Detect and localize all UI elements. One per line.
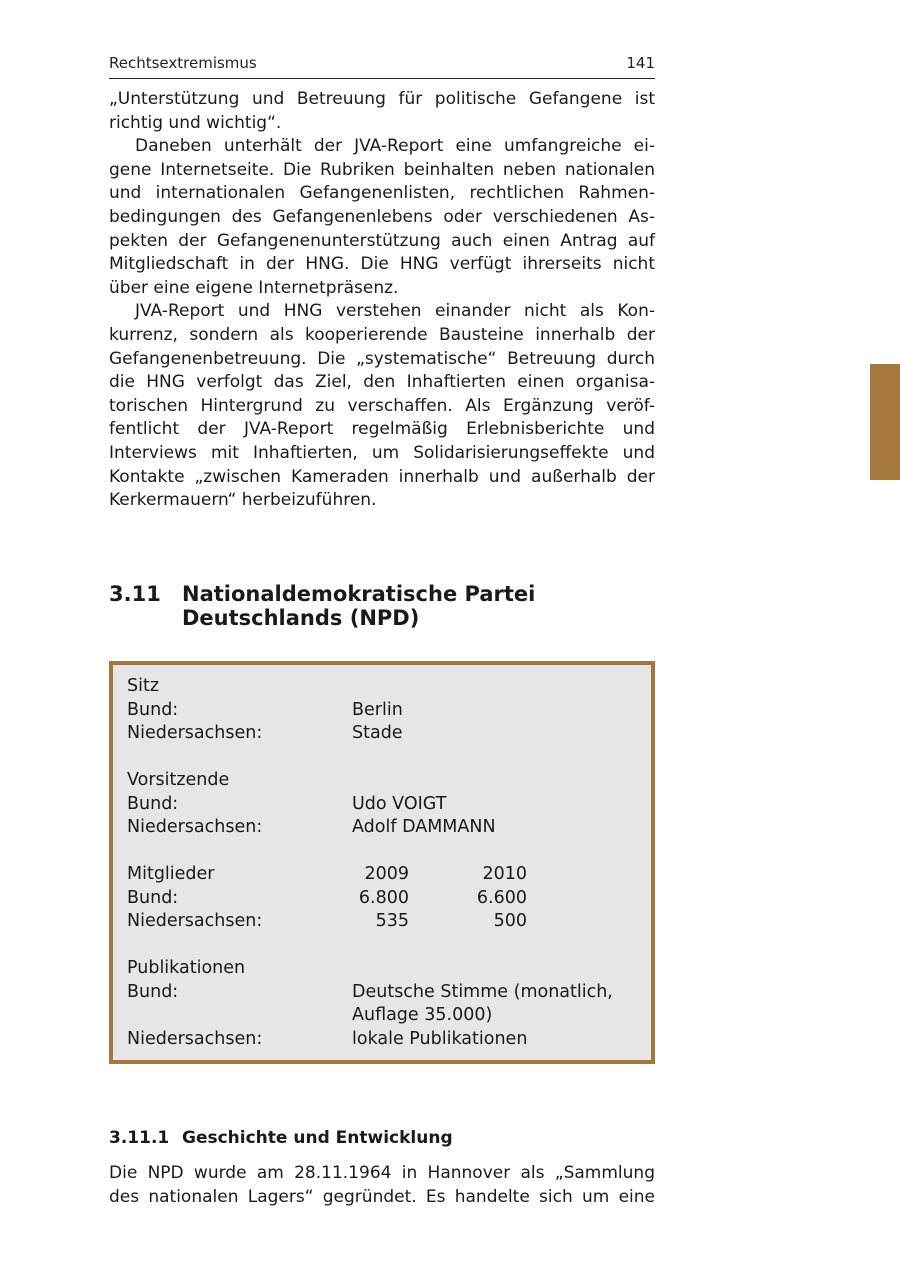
row-value: Deutsche Stimme (monatlich, [352, 981, 613, 1002]
info-row [127, 1028, 647, 1052]
row-label: Bund: [127, 699, 179, 720]
row-label: Niedersachsen: [127, 911, 263, 931]
body-text [109, 88, 655, 513]
info-group-heading [127, 957, 647, 981]
text-line: über eine eigene Internetpräsenz. [109, 277, 399, 298]
subsection-number: 3.11.1 [109, 1128, 170, 1148]
text-line: gene Internetseite. Die Rubriken beinhalten neben nationalen [109, 159, 655, 180]
info-row [127, 816, 647, 840]
info-group-heading [127, 863, 647, 887]
party-info-box [109, 661, 655, 1064]
text-line: bedingungen des Gefangenenlebens oder verschiedenen As- [109, 206, 655, 227]
members-2010: 6.600 [476, 887, 527, 908]
info-group-heading [127, 769, 647, 793]
row-label: Niedersachsen: [127, 723, 263, 743]
row-value: lokale Publikationen [352, 1028, 528, 1049]
row-value: Stade [352, 723, 403, 743]
paragraph-1 [109, 88, 655, 135]
text-line: kurrenz, sondern als kooperierende Bausteine innerhalb der [109, 324, 655, 345]
text-line: torischen Hintergrund zu verschaffen. Als Ergänzung veröf- [109, 395, 655, 416]
row-value: Berlin [352, 699, 403, 720]
text-line: „Unterstützung und Betreuung für politische Gefangene ist [109, 89, 655, 109]
info-row [127, 981, 647, 1005]
year-2009-header: 2009 [364, 864, 409, 884]
row-label: Bund: [127, 981, 179, 1002]
section-number: 3.11 [109, 582, 161, 606]
section-title-line: Deutschlands (NPD) [182, 606, 420, 630]
text-line: Daneben unterhält der JVA-Report eine umfangreiche ei- [135, 136, 655, 157]
text-line: pekten der Gefangenenunterstützung auch einen Antrag auf [109, 230, 655, 251]
info-row [127, 887, 647, 911]
text-line: Mitgliedschaft in der HNG. Die HNG verfügt ihrerseits nicht [109, 254, 655, 275]
text-line: Kerkermauern“ herbeizuführen. [109, 490, 377, 511]
text-line: und internationalen Gefangenenlisten, rechtlichen Rahmen- [109, 183, 655, 204]
info-row [127, 699, 647, 723]
row-value: Auflage 35.000) [352, 1005, 493, 1025]
row-label: Bund: [127, 887, 179, 908]
text-line: Gefangenenbetreuung. Die „systematische“ Betreuung durch [109, 348, 655, 369]
text-line: die HNG verfolgt das Ziel, den Inhaftierten einen organisa- [109, 372, 655, 393]
year-2010-header: 2010 [482, 864, 527, 884]
text-line: Die NPD wurde am 28.11.1964 in Hannover als „Sammlung [109, 1163, 655, 1183]
paragraph-2 [109, 135, 655, 300]
paragraph [109, 1162, 655, 1209]
text-line: fentlicht der JVA-Report regelmäßig Erlebnisberichte und [109, 419, 655, 440]
section-title-text [182, 582, 622, 630]
page-number: 141 [626, 54, 655, 72]
subsection-title-text: Geschichte und Entwicklung [182, 1128, 453, 1148]
text-line: Interviews mit Inhaftierten, um Solidarisierungseffekte und [109, 442, 655, 463]
info-row [127, 722, 647, 746]
row-label: Niedersachsen: [127, 1028, 263, 1049]
chapter-thumb-tab [870, 364, 900, 480]
text-line: des nationalen Lagers“ gegründet. Es handelte sich um eine [109, 1186, 655, 1207]
info-row [127, 793, 647, 817]
text-line: richtig und wichtig“. [109, 112, 282, 133]
info-row [127, 910, 647, 934]
row-label: Niedersachsen: [127, 817, 263, 837]
row-value: Udo VOIGT [352, 793, 447, 814]
section-title-line: Nationaldemokratische Partei [182, 582, 536, 606]
vorsitzende-heading: Vorsitzende [127, 770, 230, 790]
members-2009: 6.800 [358, 887, 409, 908]
members-2010: 500 [493, 911, 527, 931]
sitz-heading: Sitz [127, 676, 160, 696]
members-2009: 535 [375, 911, 409, 931]
text-line: Kontakte „zwischen Kameraden innerhalb und außerhalb der [109, 466, 655, 487]
row-label: Bund: [127, 793, 179, 814]
publikationen-heading: Publikationen [127, 958, 246, 978]
mitglieder-heading: Mitglieder [127, 864, 215, 884]
paragraph-3 [109, 300, 655, 512]
subsection-body [109, 1162, 655, 1209]
row-value: Adolf DAMMANN [352, 817, 496, 837]
text-line: JVA-Report und HNG verstehen einander nicht als Kon- [135, 301, 655, 322]
running-header [109, 52, 655, 79]
info-group-heading [127, 675, 647, 699]
running-title: Rechtsextremismus [109, 54, 257, 72]
info-row [127, 1004, 647, 1028]
